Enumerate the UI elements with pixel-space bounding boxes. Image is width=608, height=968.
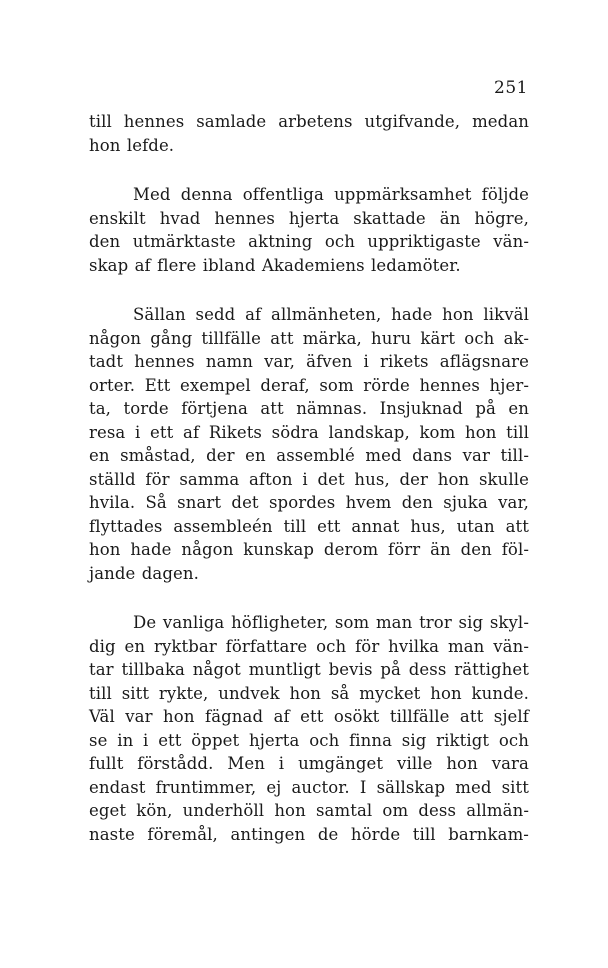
- text-line: resa i ett af Rikets södra landskap, kom hon till: [89, 422, 529, 442]
- text-line: den utmärktaste aktning och uppriktigaste vän-: [89, 232, 529, 251]
- text-line: flyttades assembleén till ett annat hus, utan att: [89, 516, 529, 536]
- text-line: hvila. Så snart det spordes hvem den sjuka var,: [89, 493, 529, 512]
- paragraph-1: [89, 110, 529, 157]
- text-line: orter. Ett exempel deraf, som rörde hennes hjer-: [89, 375, 529, 395]
- text-line: hon lefde.: [89, 135, 175, 155]
- text-line: ställd för samma afton i det hus, der hon skulle: [89, 469, 529, 489]
- text-line: tar tillbaka något muntligt bevis på dess rättighet: [89, 660, 529, 679]
- text-line: De vanliga höfligheter, som man tror sig skyl-: [133, 613, 529, 632]
- text-line: till sitt rykte, undvek hon så mycket hon kunde.: [89, 683, 529, 703]
- text-line: Väl var hon fägnad af ett osökt tillfälle att sjelf: [89, 707, 529, 726]
- text-line: endast fruntimmer, ej auctor. I sällskap med sitt: [89, 777, 529, 797]
- text-line: tadt hennes namn var, äfven i rikets aflägsnare: [89, 352, 529, 371]
- body-text: [89, 110, 529, 846]
- text-line: eget kön, underhöll hon samtal om dess allmän-: [89, 801, 529, 820]
- text-line: jande dagen.: [89, 563, 199, 583]
- text-line: Sällan sedd af allmänheten, hade hon likväl: [133, 305, 529, 324]
- text-line: ta, torde förtjena att nämnas. Insjuknad på en: [89, 399, 529, 418]
- paragraph-2: [89, 183, 529, 277]
- text-line: fullt förstådd. Men i umgänget ville hon vara: [89, 754, 529, 773]
- text-line: en småstad, der en assemblé med dans var till-: [89, 446, 529, 465]
- paragraph-3: [89, 303, 529, 585]
- text-line: se in i ett öppet hjerta och finna sig riktigt och: [89, 730, 529, 750]
- text-line: dig en ryktbar författare och för hvilka man vän-: [89, 636, 529, 656]
- text-line: Med denna offentliga uppmärksamhet följde: [133, 185, 529, 204]
- text-line: enskilt hvad hennes hjerta skattade än högre,: [89, 208, 529, 228]
- text-line: till hennes samlade arbetens utgifvande, medan: [89, 112, 529, 131]
- page-number: 251: [494, 78, 528, 98]
- text-line: hon hade någon kunskap derom förr än den föl-: [89, 540, 529, 559]
- text-line: naste föremål, antingen de hörde till barnkam-: [89, 824, 529, 844]
- paragraph-4: [89, 611, 529, 846]
- text-line: skap af flere ibland Akademiens ledamöter.: [89, 255, 461, 275]
- text-line: någon gång tillfälle att märka, huru kärt och ak-: [89, 328, 529, 348]
